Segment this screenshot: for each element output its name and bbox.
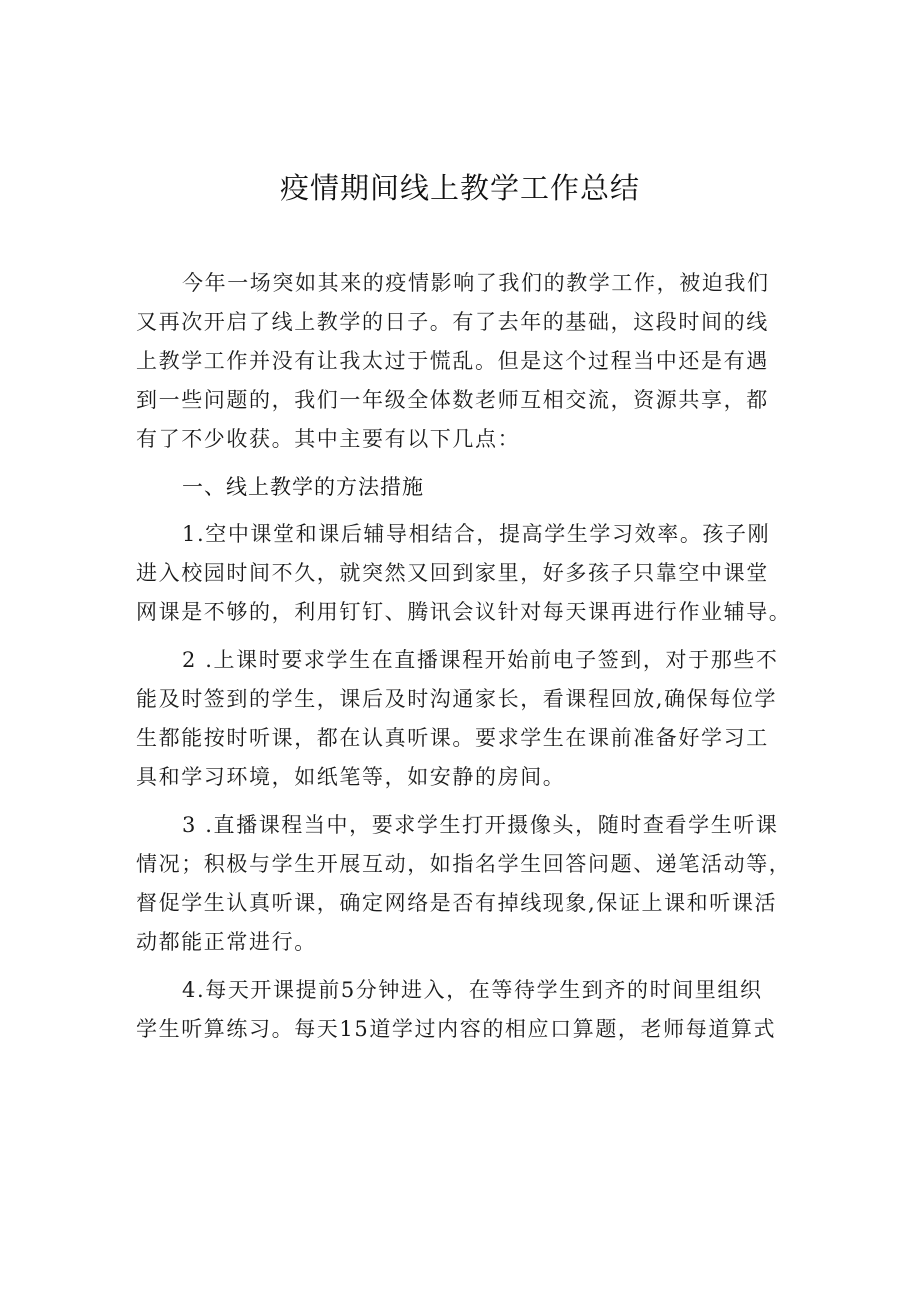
paragraph-line: 学生听算练习。每天15道学过内容的相应口算题，老师每道算式 (136, 1017, 777, 1041)
paragraph-line: 有了不少收获。其中主要有以下几点： (136, 427, 521, 451)
intro-paragraph (136, 264, 804, 459)
paragraph-line: 上教学工作并没有让我太过于慌乱。但是这个过程当中还是有遇 (136, 349, 769, 373)
paragraph-line: 网课是不够的，利用钉钉、腾讯会议针对每天课再进行作业辅导。 (136, 600, 792, 624)
paragraph-line: 今年一场突如其来的疫情影响了我们的教学工作，被迫我们 (182, 271, 770, 295)
document-body (136, 264, 804, 1058)
paragraph-line: 动都能正常进行。 (136, 930, 317, 954)
paragraph-line: 进入校园时间不久，就突然又回到家里，好多孩子只靠空中课堂 (136, 561, 769, 585)
item-4-paragraph (136, 971, 804, 1049)
paragraph-line: 具和学习环境，如纸笔等，如安静的房间。 (136, 765, 566, 789)
item-3-paragraph (136, 806, 804, 962)
paragraph-line: 3 .直播课程当中，要求学生打开摄像头，随时查看学生听课 (182, 813, 779, 837)
paragraph-line: 督促学生认真听课，确定网络是否有掉线现象,保证上课和听课活 (136, 891, 778, 915)
paragraph-line: 1.空中课堂和课后辅导相结合，提高学生学习效率。孩子刚 (182, 522, 771, 546)
paragraph-line: 4.每天开课提前5分钟进入，在等待学生到齐的时间里组织 (182, 978, 763, 1002)
paragraph-line: 能及时签到的学生，课后及时沟通家长，看课程回放,确保每位学 (136, 687, 778, 711)
paragraph-line: 又再次开启了线上教学的日子。有了去年的基础，这段时间的线 (136, 310, 769, 334)
item-2-paragraph (136, 641, 804, 797)
paragraph-line: 到一些问题的，我们一年级全体数老师互相交流，资源共享，都 (136, 388, 769, 412)
section-heading: 一、线上教学的方法措施 (182, 475, 424, 499)
paragraph-line: 生都能按时听课，都在认真听课。要求学生在课前准备好学习工 (136, 726, 769, 750)
document-title: 疫情期间线上教学工作总结 (279, 171, 640, 205)
item-1-paragraph (136, 515, 804, 632)
paragraph-line: 情况；积极与学生开展互动，如指名学生回答问题、递笔活动等， (136, 852, 792, 876)
paragraph-line: 2 .上课时要求学生在直播课程开始前电子签到，对于那些不 (182, 648, 779, 672)
